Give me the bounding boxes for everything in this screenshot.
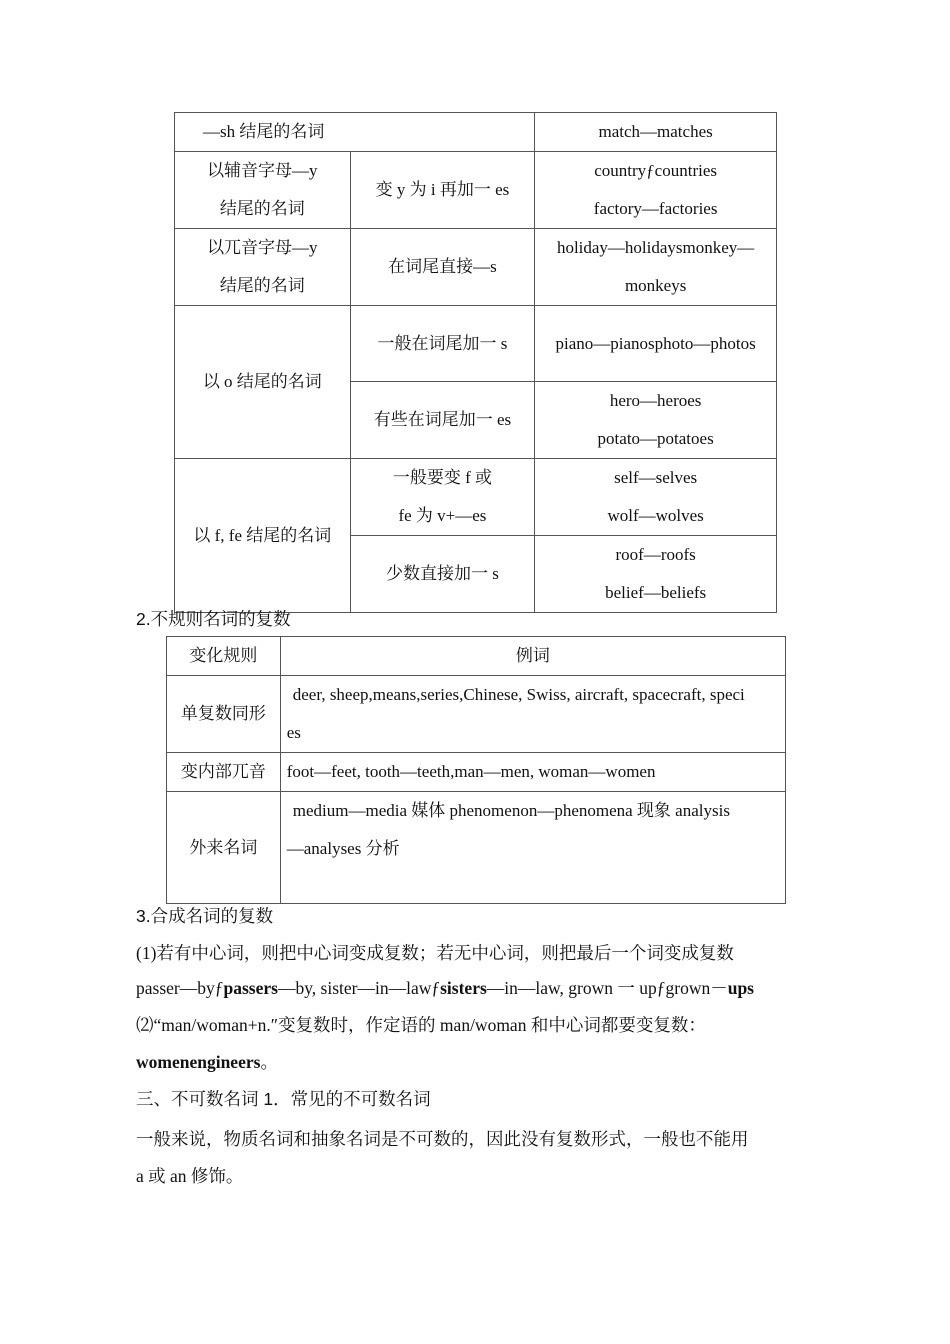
change-f-1: 一般要变 f 或 fe 为 v+—es: [350, 459, 535, 536]
category-o: 以 o 结尾的名词: [175, 306, 351, 459]
heading-compound: 3.合成名词的复数: [136, 906, 274, 926]
regular-plural-table: [174, 112, 777, 613]
paragraph-compound-examples: passer—byƒpassers—by, sister—in—lawƒsisters—in—law, grown 一 upƒgrown－ups: [136, 978, 754, 998]
category-f: 以 f, fe 结尾的名词: [175, 459, 351, 613]
category-vowel-y: 以兀音字母—y 结尾的名词: [175, 229, 351, 306]
examples-consonant-y: countryƒcountries factory—factories: [535, 152, 777, 229]
example-vowel-change: foot—feet, tooth—teeth,man—men, woman—women: [280, 753, 785, 792]
examples-o-2: hero—heroes potato—potatoes: [535, 382, 777, 459]
heading-irregular: 2.不规则名词的复数: [136, 609, 291, 629]
paragraph-uncountable-2: a 或 an 修饰。: [136, 1166, 244, 1186]
example-same-form: deer, sheep,means,series,Chinese, Swiss, aircraft, spacecraft, speci es: [280, 676, 785, 753]
rule-sh: —sh 结尾的名词: [175, 113, 535, 152]
change-vowel-y: 在词尾直接—s: [350, 229, 535, 306]
examples-vowel-y: holiday—holidaysmonkey— monkeys: [535, 229, 777, 306]
rule-vowel-change: 变内部兀音: [167, 753, 281, 792]
example-sh: match—matches: [535, 113, 777, 152]
rule-same-form: 单复数同形: [167, 676, 281, 753]
example-o-1: piano—pianosphoto—photos: [535, 306, 777, 382]
change-f-2: 少数直接加一 s: [350, 536, 535, 613]
category-consonant-y: 以辅音字母—y 结尾的名词: [175, 152, 351, 229]
paragraph-example-women: womenengineers。: [136, 1052, 278, 1072]
header-example: 例词: [280, 637, 785, 676]
header-rule: 变化规则: [167, 637, 281, 676]
examples-f-2: roof—roofs belief—beliefs: [535, 536, 777, 613]
change-consonant-y: 变 y 为 i 再加一 es: [350, 152, 535, 229]
rule-foreign: 外来名词: [167, 792, 281, 904]
change-o-2: 有些在词尾加一 es: [350, 382, 535, 459]
paragraph-uncountable-1: 一般来说，物质名词和抽象名词是不可数的，因此没有复数形式，一般也不能用: [136, 1129, 749, 1149]
change-o-1: 一般在词尾加一 s: [350, 306, 535, 382]
examples-f-1: self—selves wolf—wolves: [535, 459, 777, 536]
example-foreign: medium—media 媒体 phenomenon—phenomena 现象 analysis —analyses 分析: [280, 792, 785, 904]
irregular-plural-table: [166, 636, 786, 904]
paragraph-compound-rule: (1)若有中心词，则把中心词变成复数；若无中心词，则把最后一个词变成复数: [136, 943, 734, 963]
heading-uncountable: 三、不可数名词 1．常见的不可数名词: [136, 1089, 431, 1109]
paragraph-man-woman: ⑵“man/woman+n.″变复数时，作定语的 man/woman 和中心词都要变复数：: [136, 1015, 706, 1035]
